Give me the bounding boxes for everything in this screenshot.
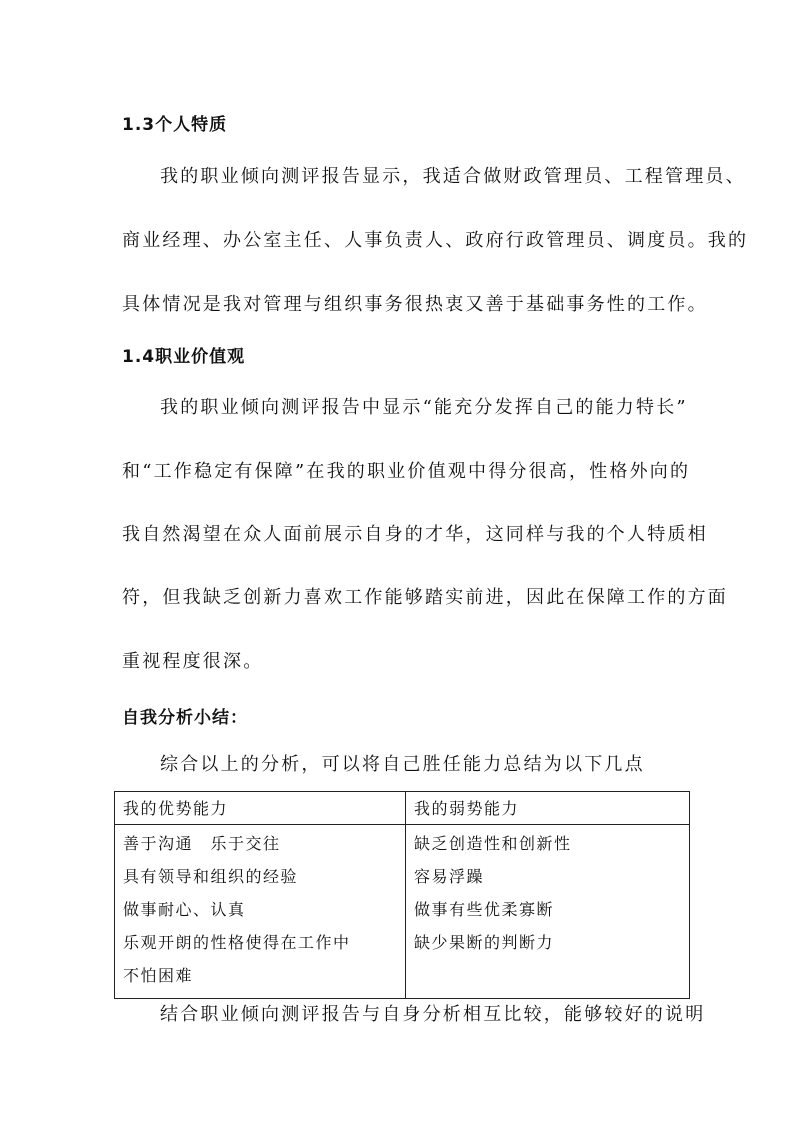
paragraph-line: 符，但我缺乏创新力喜欢工作能够踏实前进，因此在保障工作的方面 xyxy=(122,587,728,608)
paragraph-line: 我的职业倾向测评报告显示，我适合做财政管理员、工程管理员、 xyxy=(160,166,746,187)
weakness-item: 容易浮躁 xyxy=(414,867,485,886)
weaknesses-header: 我的弱势能力 xyxy=(406,792,690,825)
paragraph-line: 具体情况是我对管理与组织事务很热衷又善于基础事务性的工作。 xyxy=(122,294,708,315)
strength-item: 不怕困难 xyxy=(123,966,194,985)
weakness-item: 缺乏创造性和创新性 xyxy=(414,834,572,853)
summary-heading: 自我分析小结： xyxy=(122,708,248,728)
strength-item: 具有领导和组织的经验 xyxy=(123,867,299,886)
paragraph-line: 商业经理、办公室主任、人事负责人、政府行政管理员、调度员。我的 xyxy=(122,230,749,251)
strength-item: 乐观开朗的性格使得在工作中 xyxy=(123,933,351,952)
strengths-cell xyxy=(115,825,406,999)
paragraph-line: 我的职业倾向测评报告中显示“能充分发挥自己的能力特长” xyxy=(160,397,688,418)
strengths-header: 我的优势能力 xyxy=(115,792,406,825)
paragraph-line: 重视程度很深。 xyxy=(122,651,264,672)
paragraph-line: 我自然渴望在众人面前展示自身的才华，这同样与我的个人特质相 xyxy=(122,524,708,545)
section-heading-personal-traits: 1.3个人特质 xyxy=(122,115,228,135)
table-header-row xyxy=(115,792,690,825)
strength-item: 善于沟通 乐于交往 xyxy=(123,834,281,853)
weaknesses-cell xyxy=(406,825,690,999)
ability-comparison-table xyxy=(114,791,690,999)
table-row xyxy=(115,825,690,999)
summary-intro: 综合以上的分析，可以将自己胜任能力总结为以下几点 xyxy=(160,754,645,775)
weakness-item: 缺少果断的判断力 xyxy=(414,933,555,952)
closing-paragraph-line: 结合职业倾向测评报告与自身分析相互比较，能够较好的说明 xyxy=(160,1004,706,1025)
paragraph-line: 和“工作稳定有保障”在我的职业价值观中得分很高，性格外向的 xyxy=(122,461,691,482)
section-heading-career-values: 1.4职业价值观 xyxy=(122,347,246,367)
weakness-item: 做事有些优柔寡断 xyxy=(414,900,555,919)
strength-item: 做事耐心、认真 xyxy=(123,900,246,919)
